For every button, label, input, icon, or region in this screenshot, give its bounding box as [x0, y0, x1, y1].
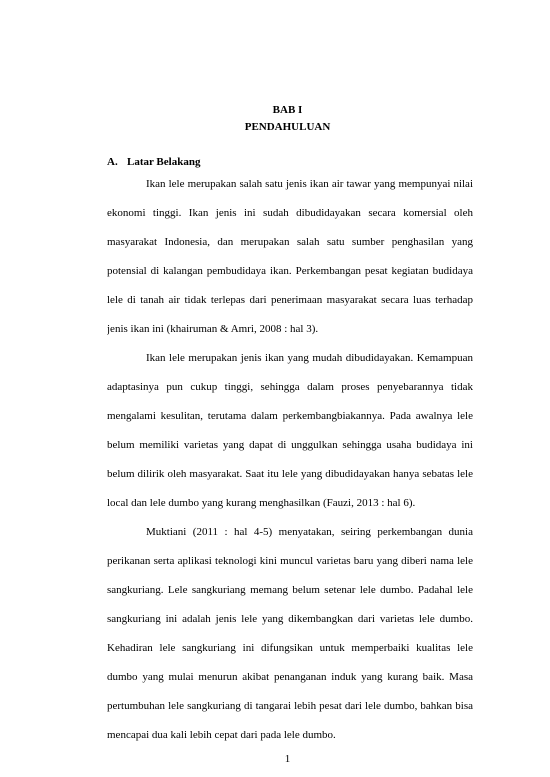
paragraph-line: perikanan serta aplikasi teknologi kini muncul varietas baru yang diberi nama lele — [107, 555, 473, 567]
chapter-title: PENDAHULUAN — [244, 121, 331, 133]
paragraph-line: belum dilirik oleh masyarakat. Saat itu lele yang dibudidayakan hanya sebatas lele — [107, 468, 473, 480]
paragraph-line: adaptasinya pun cukup tinggi, sehingga dalam proses penyebarannya tidak — [107, 381, 473, 393]
paragraph-line: local dan lele dumbo yang kurang menghasilkan (Fauzi, 2013 : hal 6). — [107, 497, 416, 509]
paragraph-line: dumbo yang mulai menurun akibat penanganan induk yang kurang baik. Masa — [107, 671, 473, 683]
chapter-label: BAB I — [272, 104, 303, 116]
paragraph-line: Muktiani (2011 : hal 4-5) menyatakan, seiring perkembangan dunia — [146, 526, 473, 538]
section-title: Latar Belakang — [127, 156, 201, 168]
paragraph-line: jenis ikan ini (khairuman & Amri, 2008 : hal 3). — [107, 323, 319, 335]
paragraph-line: Kehadiran lele sangkuriang ini difungsikan untuk memperbaiki kualitas lele — [107, 642, 473, 654]
paragraph-line: Ikan lele merupakan salah satu jenis ikan air tawar yang mempunyai nilai — [146, 178, 473, 190]
paragraph-line: sangkuriang ini adalah jenis lele yang dikembangkan dari varietas lele dumbo. — [107, 613, 473, 625]
paragraph-line: potensial di kalangan pembudidaya ikan. Perkembangan pesat kegiatan budidaya — [107, 265, 473, 277]
paragraph-line: mencapai dua kali lebih cepat dari pada lele dumbo. — [107, 729, 336, 741]
paragraph-line: lele di tanah air tidak terlepas dari penerimaan masyarakat secara luas terhadap — [107, 294, 473, 306]
paragraph-line: masyarakat Indonesia, dan merupakan salah satu sumber penghasilan yang — [107, 236, 473, 248]
page-number: 1 — [284, 753, 291, 765]
paragraph-line: mengalami kesulitan, terutama dalam perkembangbiakannya. Pada awalnya lele — [107, 410, 473, 422]
paragraph-line: Ikan lele merupakan jenis ikan yang mudah dibudidayakan. Kemampuan — [146, 352, 473, 364]
paragraph-line: belum memiliki varietas yang dapat di unggulkan sehingga usaha budidaya ini — [107, 439, 473, 451]
section-heading — [107, 155, 200, 169]
paragraph-line: ekonomi tinggi. Ikan jenis ini sudah dibudidayakan secara komersial oleh — [107, 207, 473, 219]
section-number: A. — [107, 156, 118, 168]
paragraph-line: pertumbuhan lele sangkuriang di tangarai lebih pesat dari lele dumbo, bahkan bisa — [107, 700, 473, 712]
paragraph-line: sangkuriang. Lele sangkuriang memang belum setenar lele dumbo. Padahal lele — [107, 584, 473, 596]
